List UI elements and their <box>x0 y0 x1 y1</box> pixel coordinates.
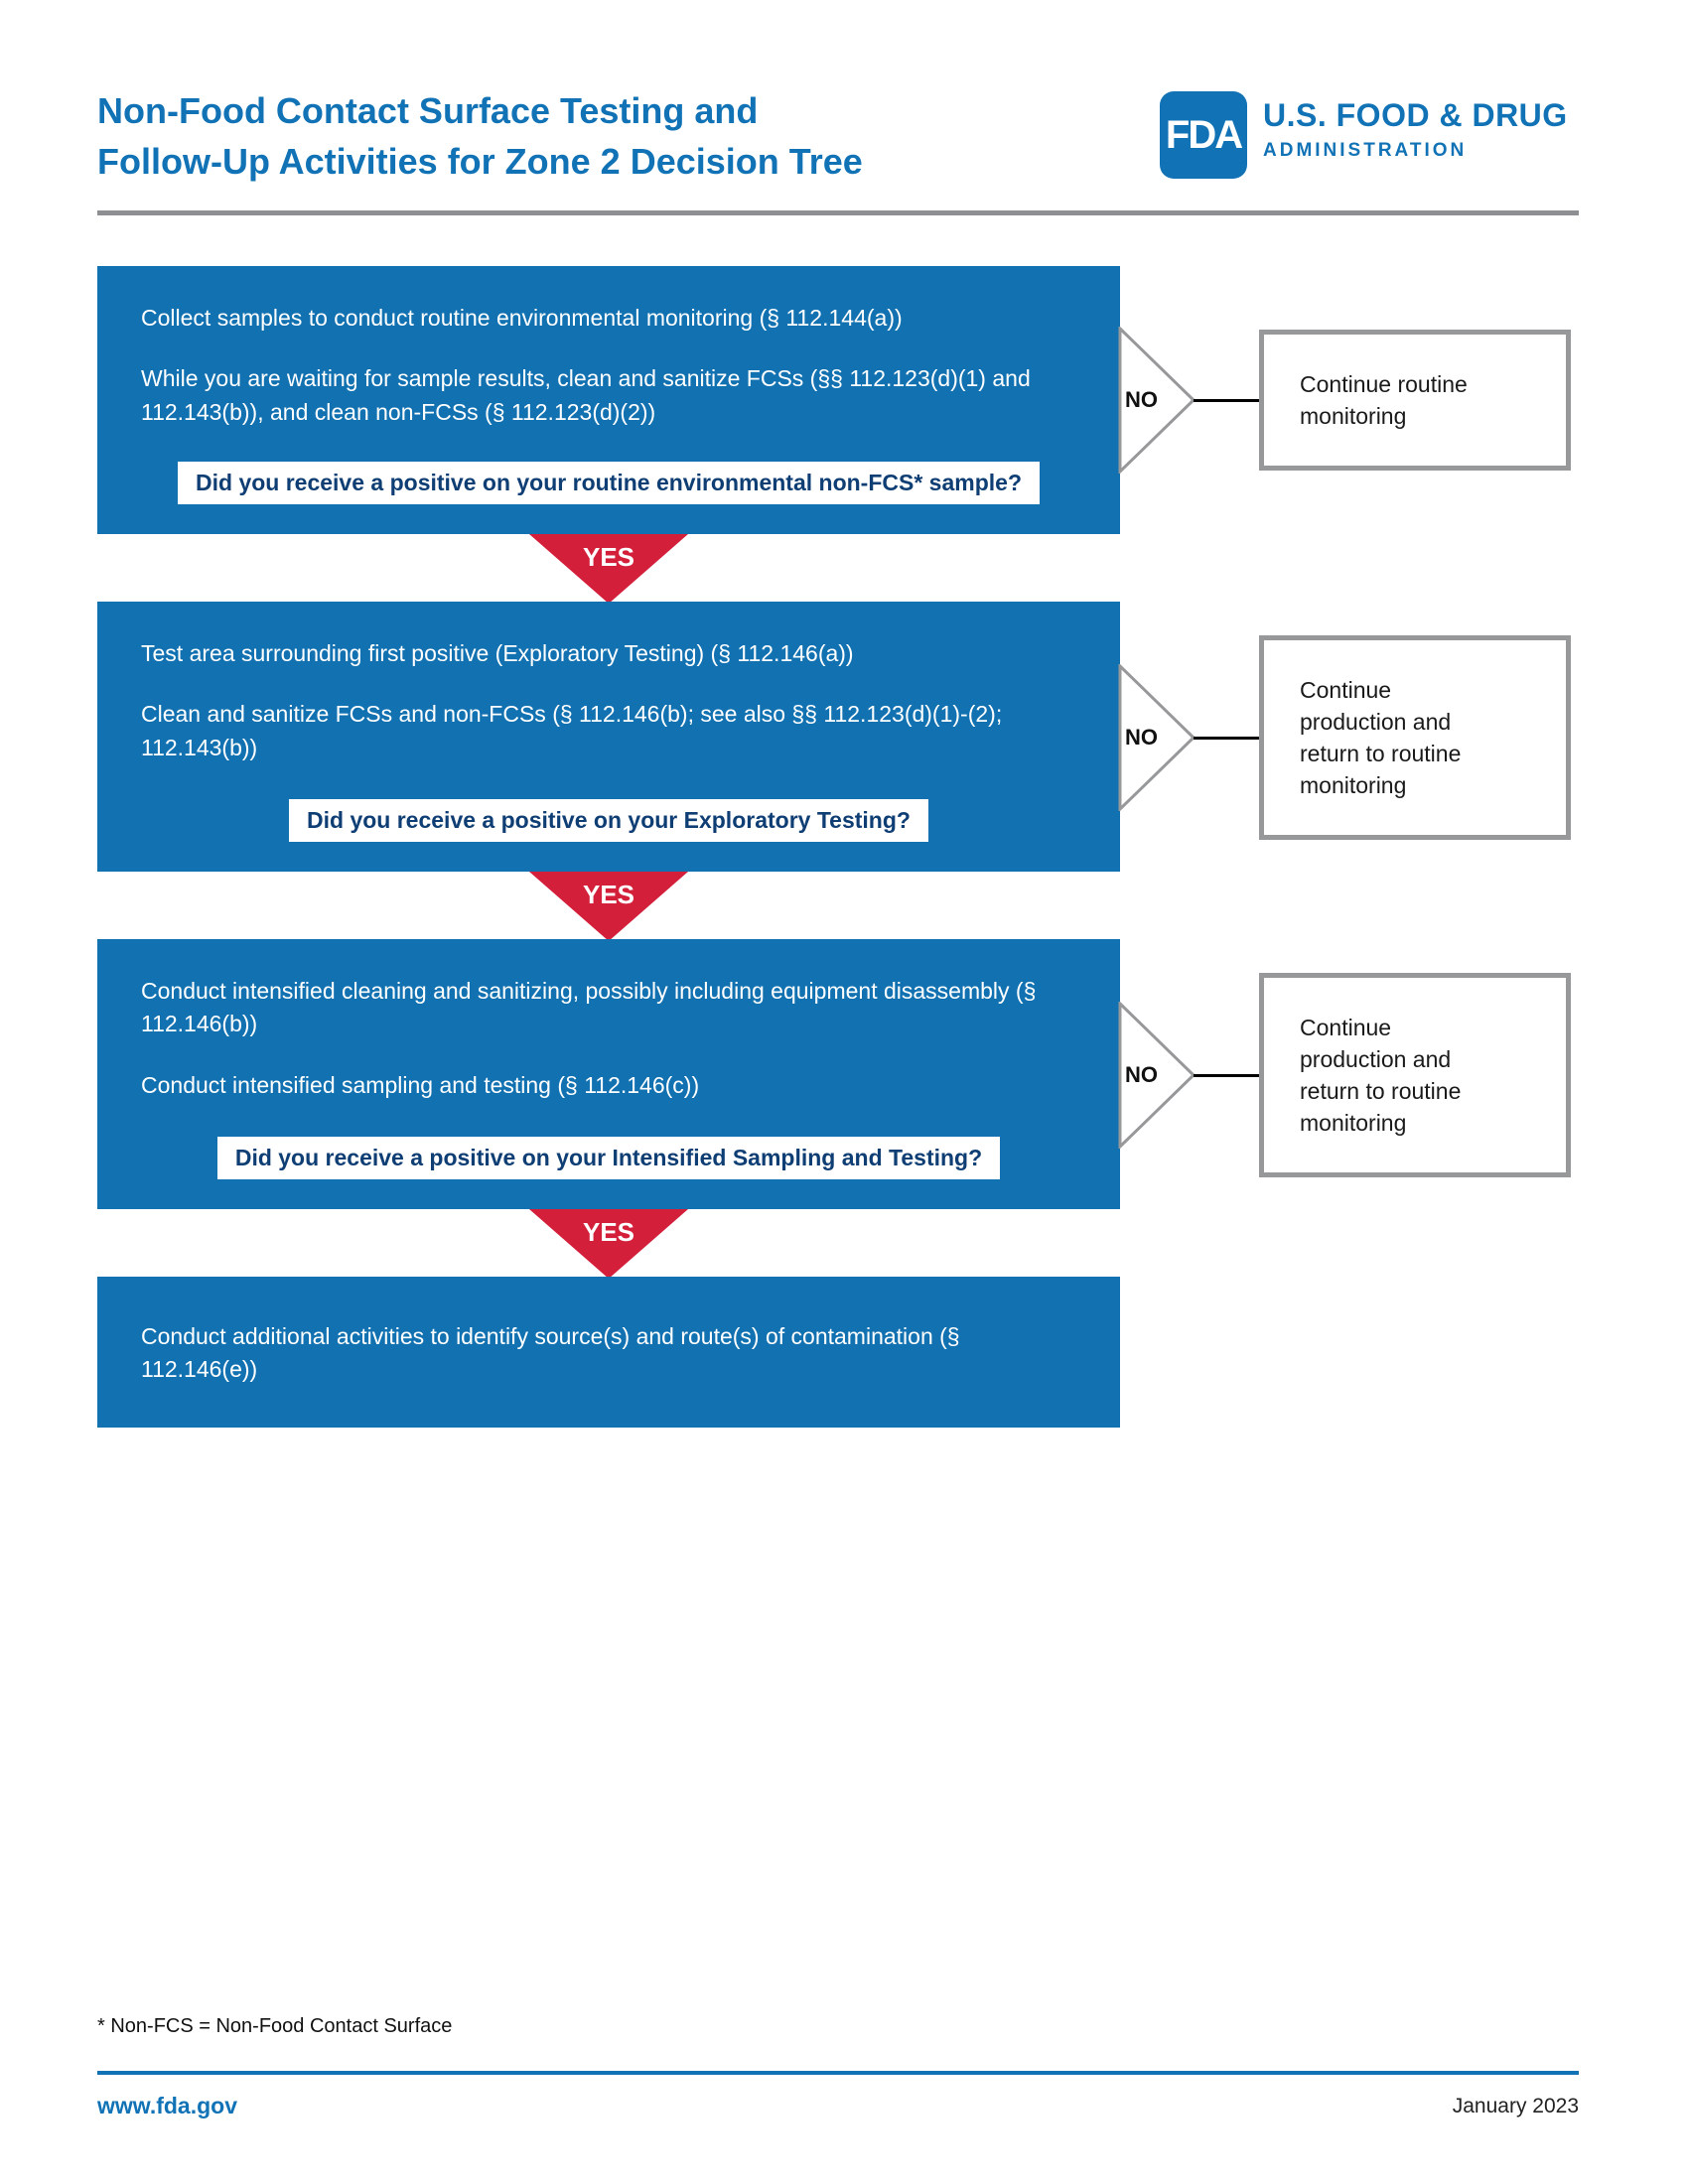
publication-date: January 2023 <box>1452 2095 1579 2117</box>
step-2-instruction-2: Clean and sanitize FCSs and non-FCSs (§ 112.146(b); see also §§ 112.123(d)(1)-(2); 112.143(b)) <box>141 701 1003 760</box>
step-1-question: Did you receive a positive on your routine environmental non-FCS* sample? <box>178 462 1040 504</box>
footnote: * Non-FCS = Non-Food Contact Surface <box>97 2015 453 2037</box>
down-triangle-icon <box>529 534 688 604</box>
no-label-2: NO <box>1125 725 1158 750</box>
org-name-line-2: ADMINISTRATION <box>1263 140 1468 161</box>
step-box-3 <box>97 939 1120 1209</box>
yes-label-1: YES <box>582 542 635 572</box>
step-2-question: Did you receive a positive on your Exploratory Testing? <box>289 799 928 842</box>
down-triangle-icon <box>529 872 688 941</box>
connector-line-3 <box>1194 1074 1259 1077</box>
step-2-instruction-1: Test area surrounding first positive (Exploratory Testing) (§ 112.146(a)) <box>141 640 854 666</box>
no-branch-arrow-1 <box>1118 327 1196 474</box>
no-outcome-text-3: Continue production and return to routine monitoring <box>1300 1014 1462 1137</box>
yes-branch-arrow-3 <box>529 1209 688 1279</box>
fda-logo-icon <box>1160 91 1247 179</box>
title-line-1: Non-Food Contact Surface Testing and <box>97 90 759 131</box>
connector-line-1 <box>1194 399 1259 402</box>
no-outcome-text-1: Continue routine monitoring <box>1300 370 1468 429</box>
no-branch-arrow-2 <box>1118 664 1196 811</box>
page-title <box>97 85 863 187</box>
fda-org-name <box>1263 91 1568 162</box>
no-label-3: NO <box>1125 1062 1158 1087</box>
final-step-box <box>97 1277 1120 1428</box>
step-3-instruction-1: Conduct intensified cleaning and sanitizing, possibly including equipment disassembly (§ 112.146(b)) <box>141 978 1037 1037</box>
yes-label-3: YES <box>582 1217 635 1247</box>
yes-branch-arrow-2 <box>529 872 688 941</box>
connector-line-2 <box>1194 737 1259 740</box>
down-triangle-icon <box>529 1209 688 1279</box>
step-box-1 <box>97 266 1120 534</box>
footer-divider <box>97 2071 1579 2075</box>
no-outcome-text-2: Continue production and return to routine monitoring <box>1300 676 1462 799</box>
step-3-question: Did you receive a positive on your Intensified Sampling and Testing? <box>217 1137 1000 1179</box>
step-1-instruction-1: Collect samples to conduct routine environmental monitoring (§ 112.144(a)) <box>141 305 903 331</box>
yes-branch-arrow-1 <box>529 534 688 604</box>
no-branch-arrow-3 <box>1118 1002 1196 1149</box>
yes-label-2: YES <box>582 880 635 909</box>
no-outcome-box-2 <box>1259 635 1571 840</box>
no-label-1: NO <box>1125 387 1158 412</box>
org-name-line-1: U.S. FOOD & DRUG <box>1263 97 1568 133</box>
no-outcome-box-1 <box>1259 330 1571 471</box>
no-outcome-box-3 <box>1259 973 1571 1177</box>
fda-acronym: FDA <box>1165 112 1242 157</box>
fda-logo <box>1160 91 1568 179</box>
final-step-instruction: Conduct additional activities to identify source(s) and route(s) of contamination (§ 112.146(e)) <box>141 1323 960 1383</box>
step-box-2 <box>97 602 1120 872</box>
title-line-2: Follow-Up Activities for Zone 2 Decision Tree <box>97 141 863 183</box>
fda-website-link[interactable]: www.fda.gov <box>97 2093 237 2118</box>
step-1-instruction-2: While you are waiting for sample results, clean and sanitize FCSs (§§ 112.123(d)(1) and 112.143(b)), and clean non-FCSs (§ 112.123(d)(2)) <box>141 365 1031 425</box>
step-3-instruction-2: Conduct intensified sampling and testing (§ 112.146(c)) <box>141 1071 700 1098</box>
header-divider <box>97 210 1579 215</box>
